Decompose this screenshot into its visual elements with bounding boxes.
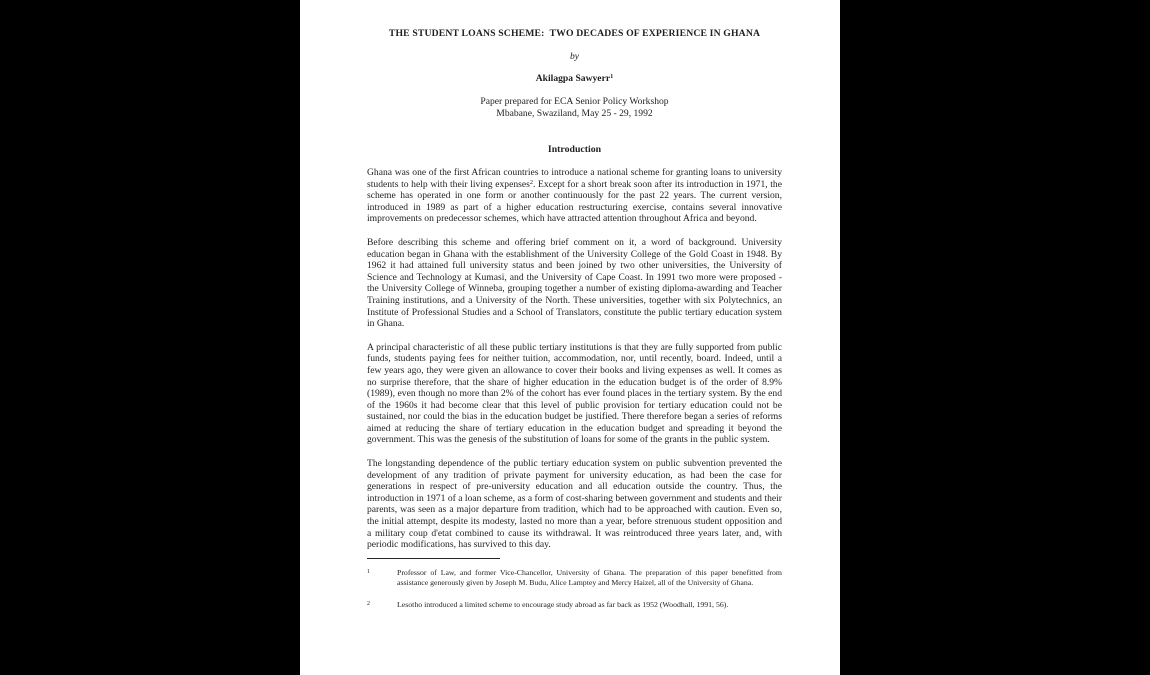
footnote-1-marker: 1	[367, 568, 370, 575]
footnote-2-text: Lesotho introduced a limited scheme to encourage study abroad as far back as 1952 (Woodhall, 1991, 56).	[397, 600, 729, 610]
page-content	[300, 0, 840, 611]
footnote-separator	[367, 558, 500, 559]
paragraph-2: Before describing this scheme and offering brief comment on it, a word of background. University education began in Ghana with the establishment of the University College of the Gold Coast in 1948. By 1962 it had attained full university status and been joined by two other universities, the University of Science and Technology at Kumasi, and the University of Cape Coast. In 1991 two more were proposed - the University College of Winneba, grouping together a number of existing diploma-awarding and Teacher Training institutions, and a University of the North. These universities, together with six Polytechnics, an Institute of Professional Studies and a School of Translators, constitute the public tertiary education system in Ghana.	[367, 236, 782, 330]
footnote-ref-2: 2	[529, 178, 534, 186]
paragraph-1-text: Ghana was one of the first African countries to introduce a national scheme for granting loans to university students to help with their living expenses	[367, 167, 782, 190]
section-heading-introduction: Introduction	[547, 144, 602, 155]
paragraph-1	[367, 167, 782, 225]
document-page	[300, 0, 840, 675]
footnote-2	[367, 600, 782, 610]
workshop-info	[367, 96, 782, 119]
workshop-line-2: Mbabane, Swaziland, May 25 - 29, 1992	[496, 107, 653, 119]
author-name: Akilagpa Sawyerr	[535, 73, 611, 84]
paragraph-4: The longstanding dependence of the public tertiary education system on public subvention prevented the development of any tradition of private payment for university education, as had been the case for generations in respect of pre-university education and all education outside the country. Thus, the introduction in 1971 of a loan scheme, as a form of cost-sharing between government and students and their parents, was seen as a major departure from tradition, which had to be approached with caution. Even so, the initial attempt, despite its modesty, lasted no more than a year, before strenuous student opposition and a military coup d'etat combined to cause its withdrawal. It was reintroduced three years later, and, with periodic modifications, has survived to this day.	[367, 458, 782, 551]
footnote-1-text: Professor of Law, and former Vice-Chancellor, University of Ghana. The preparation of this paper benefitted from assistance generously given by Joseph M. Budu, Alice Lamptey and Mercy Haizel, all of the University of Ghana.	[397, 567, 782, 588]
byline: by	[569, 51, 580, 62]
document-title: THE STUDENT LOANS SCHEME: TWO DECADES OF EXPERIENCE IN GHANA	[388, 28, 761, 39]
paragraph-3: A principal characteristic of all these public tertiary institutions is that they are fully supported from public funds, students paying fees for neither tuition, accommodation, nor, until recently, board. Indeed, until a few years ago, they were given an allowance to cover their books and living expenses as well. It comes as no surprise therefore, that the share of higher education in the education budget is of the order of 8.9% (1989), even though no more than 2% of the cohort has ever found places in the tertiary system. By the end of the 1960s it had become clear that this level of public provision for tertiary education could not be sustained, nor could the bias in the education budget be justified. There therefore began a series of reforms aimed at reducing the share of tertiary education in the education budget and spreading it beyond the government. This was the genesis of the substitution of loans for some of the grants in the public system.	[367, 341, 782, 446]
author-line	[367, 73, 782, 84]
author-footnote-ref: 1	[610, 73, 614, 80]
footnote-1	[367, 568, 782, 589]
paragraph-1-text-continued: . Except for a short break soon after its introduction in 1971, the scheme has operated in one form or another continuously for the past 22 years. The current version, introduced in 1989 as part of a higher education restructuring exercise, contains several innovative improvements on predecessor schemes, which have attracted attention throughout Africa and beyond.	[367, 178, 782, 225]
footnote-2-marker: 2	[367, 601, 370, 608]
workshop-line-1: Paper prepared for ECA Senior Policy Workshop	[480, 96, 669, 107]
